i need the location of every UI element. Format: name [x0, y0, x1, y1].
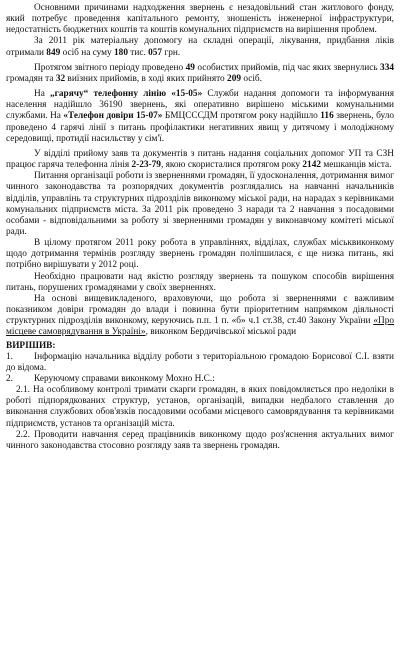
text-span: грн. [162, 47, 181, 58]
decision-subitem-2-2: 2.2. Проводити навчання серед працівників виконкому щодо роз'яснення актуальних вимог чинного законодавства стосовно розгляду заяв та звернень громадян. [6, 429, 394, 451]
paragraph-overall: В цілому протягом 2011 року робота в управліннях, відділах, службах міськвиконкому щодо дотримання термінів розгляду звернень громадян поліпшилася, є ще низка питань, які потрібно вирішувати у 2012 році. [6, 238, 394, 271]
text-span: На [34, 89, 51, 100]
text-span: мешканців міста. [321, 160, 392, 171]
text-span: осіб на суму [60, 47, 115, 58]
paragraph-quality: Необхідно працювати над якістю розгляду звернень та пошуком способів вирішення питань, порушених громадянами у своїх зверненнях. [6, 271, 394, 293]
text-span: особистих прийомів, під час яких звернулись [194, 62, 381, 73]
paragraph-hotlines [6, 89, 394, 145]
text-span: На основі вищевикладеного, враховуючи, що робота зі зверненнями є важливим показником довіри громадян до влади і повинна бути пріоритетним напрямком діяльності структурних підрозділів виконкому, керуючись п.п. 1 п. «б» ч.1 ст.38, ст.40 Законy України [6, 293, 394, 327]
text-span: Служби надання допомоги та інформування населення надійшло 36190 звернень, які оперативно вирішено міськими комунальними службами. На [6, 89, 394, 122]
text-span: звернень, було проведено 4 гарячі лінії з питань профілактики негативних явищ у дитячому і молодіжному середовищі, протидії насильству у сім'ї. [6, 111, 394, 144]
aid-sum-thousands: 180 [114, 47, 128, 58]
item-number: 1. [6, 351, 13, 362]
paragraph-causes: Основними причинами надходження звернень є незадовільний стан житлового фонду, який потребує проведення капітального ремонту, зношеність інженерної інфраструктури, недостатність бюджетних коштів та коштів комунальних підприємств на вирішення проблем. [6, 3, 394, 36]
trust-phone-name: «Телефон довіри 15-07» [63, 111, 163, 122]
decision-item-1 [6, 352, 394, 374]
item-text: Інформацію начальника відділу роботи з територіальною громадою Борисової С.І. взяти до відома. [6, 351, 394, 373]
text-span: Протягом звітного періоду проведено [34, 62, 186, 73]
citizens-count: 334 [380, 62, 394, 73]
paragraph-basis [6, 294, 394, 339]
paragraph-social-hotline [6, 149, 394, 171]
text-span: громадян та [6, 73, 56, 84]
law-title: «Про місцеве самоврядування в Україні» [6, 316, 394, 338]
field-people-count: 209 [227, 73, 241, 84]
text-span: осіб. [241, 73, 262, 84]
aid-sum-remainder: 057 [148, 47, 163, 58]
aid-people-count: 849 [46, 47, 61, 58]
text-span: У відділі прийому заяв та документів з питань надання соціальних допомог УП та СЗН працює гаряча телефонна лінія [6, 148, 394, 171]
decision-subitem-2-1: 2.1. На особливому контролі тримати скарги громадян, в яких повідомляється про недоліки в роботі підпорядкованих структур, установ, організацій, випадки недбалого ставлення до виконання службових обов'язків посадовими особами місцевого самоврядування та керівниками підприємств, установ та організацій міста. [6, 385, 394, 429]
paragraph-organization: Питання організації роботи із зверненнями громадян, її удосконалення, дотримання вимог чинного законодавства та розпорядчих документів розглядались на навчанні начальників відділів, управлінь та структурних підрозділів виконкому міської ради, на нарадах з керівниками комунальних підприємств міста. За 2011 рік проведено 3 наради та 2 навчання з посадовими особами - відповідальними за роботу зі зверненнями громадян у виконавчому комітеті міської ради. [6, 171, 394, 237]
item-text: Керуючому справами виконкому Мохно Н.С.: [34, 374, 215, 384]
text-span: , виконком Бердичівської міської ради [145, 327, 297, 338]
hotline-name: „гарячу“ телефонну лінію «15-05» [50, 89, 203, 100]
social-hotline-number: 2-23-79 [131, 160, 161, 171]
text-span: виїзних прийомів, в ході яких прийнято [65, 73, 228, 84]
text-span: , якою скористалися протягом року [160, 160, 303, 171]
item-number: 2. [6, 374, 13, 384]
decision-heading: ВИРІШИВ: [6, 340, 56, 351]
social-hotline-users: 2142 [302, 160, 321, 171]
paragraph-financial-aid [6, 36, 394, 58]
decision-item-2 [6, 374, 394, 385]
trust-phone-count: 116 [320, 111, 334, 122]
text-span: БМЦСССДМ протягом року надійшло [162, 111, 321, 122]
paragraph-receptions [6, 63, 394, 85]
personal-receptions-count: 49 [185, 62, 195, 73]
text-span: За 2011 рік матеріальну допомогу на складні операції, лікування, придбання ліків отримали [6, 36, 394, 58]
text-span: тис. [127, 47, 149, 58]
field-receptions-count: 32 [55, 73, 66, 84]
